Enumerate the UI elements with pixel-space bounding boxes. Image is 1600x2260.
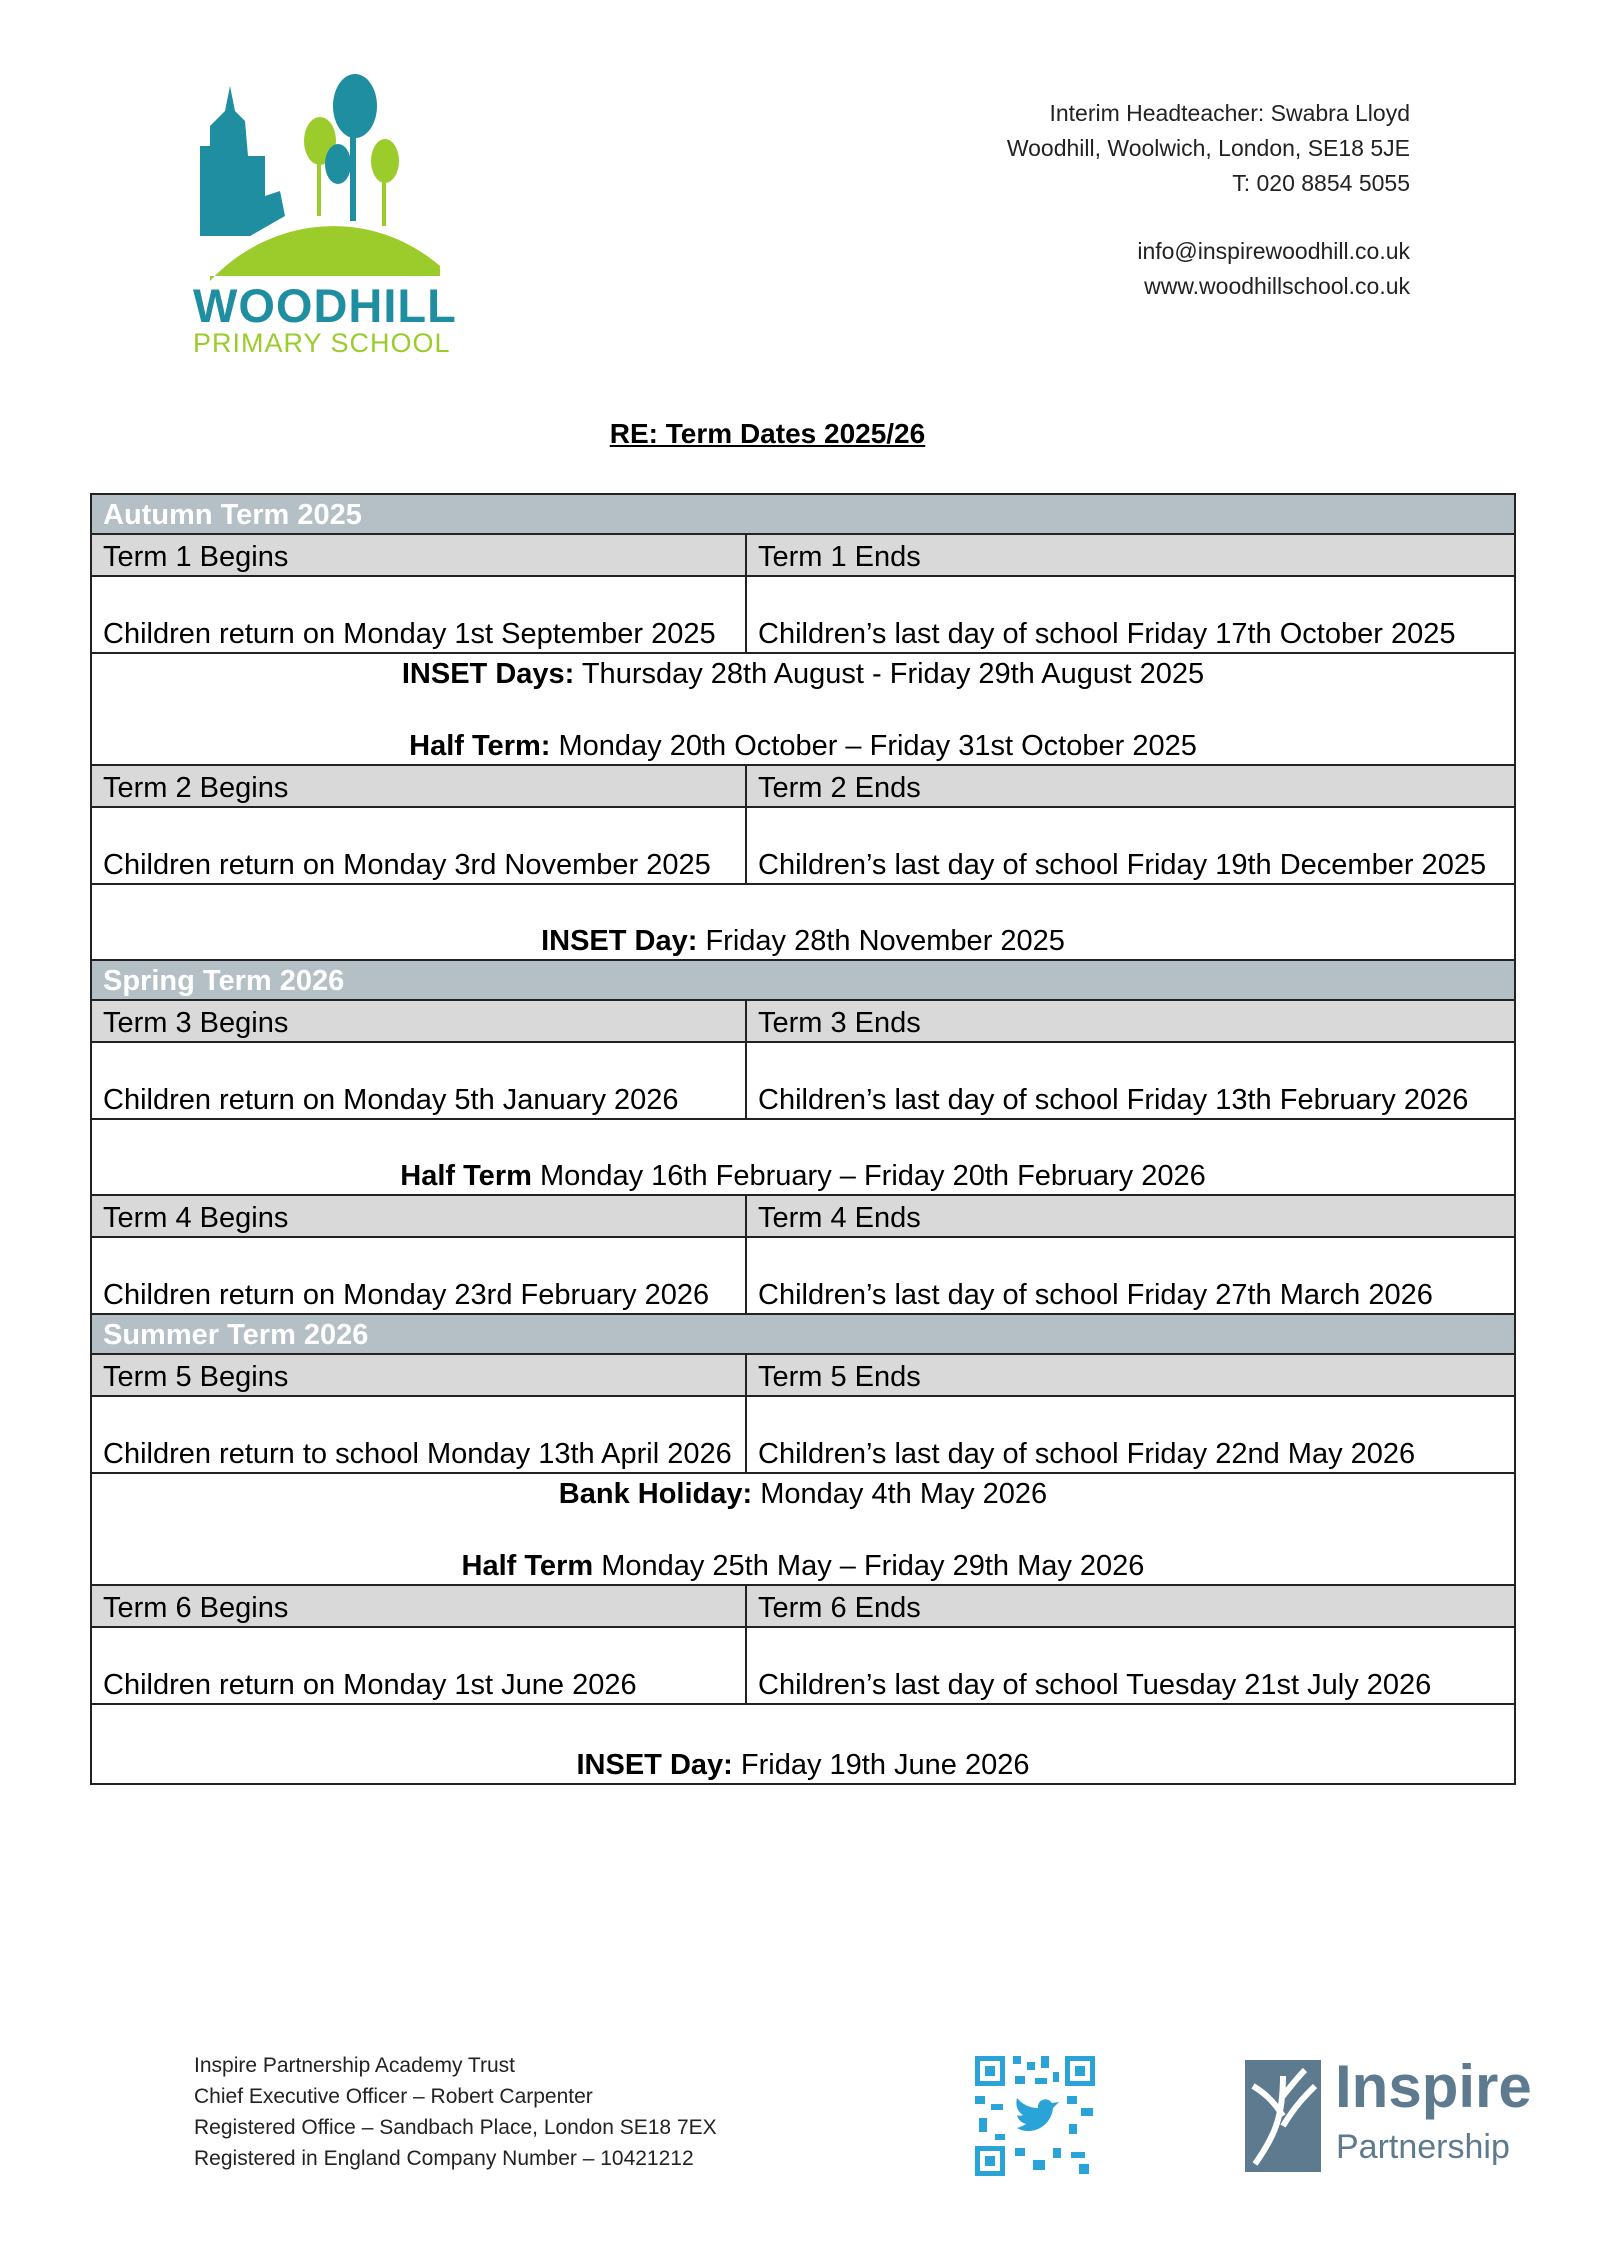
summer-inset-label: INSET Day: bbox=[576, 1749, 733, 1781]
spring-heading: Spring Term 2026 bbox=[91, 960, 1515, 1000]
trust-name: Inspire Partnership Academy Trust bbox=[194, 2054, 515, 2077]
term4-ends-label: Term 4 Ends bbox=[746, 1195, 1515, 1237]
summer-half-value: Monday 25th May – Friday 29th May 2026 bbox=[593, 1550, 1145, 1582]
phone: T: 020 8854 5055 bbox=[1232, 170, 1410, 196]
email-link[interactable]: info@inspirewoodhill.co.uk bbox=[1137, 238, 1410, 264]
term2-begins-label: Term 2 Begins bbox=[91, 765, 746, 807]
autumn-inset2 bbox=[91, 884, 1515, 960]
footer-info bbox=[194, 2050, 717, 2174]
term4-begins-label: Term 4 Begins bbox=[91, 1195, 746, 1237]
term6-begins-label: Term 6 Begins bbox=[91, 1585, 746, 1627]
term5-begin-value: Children return to school Monday 13th April 2026 bbox=[91, 1396, 746, 1473]
autumn-notes bbox=[91, 653, 1515, 765]
term2-end-value: Children’s last day of school Friday 19th December 2025 bbox=[746, 807, 1515, 884]
registered-office: Registered Office – Sandbach Place, London SE18 7EX bbox=[194, 2116, 717, 2139]
term1-end-value: Children’s last day of school Friday 17th October 2025 bbox=[746, 576, 1515, 653]
term5-ends-label: Term 5 Ends bbox=[746, 1354, 1515, 1396]
term1-begin-value: Children return on Monday 1st September 2025 bbox=[91, 576, 746, 653]
inset2-label: INSET Day: bbox=[541, 925, 698, 957]
half-term-label: Half Term: bbox=[409, 730, 551, 762]
ceo: Chief Executive Officer – Robert Carpenter bbox=[194, 2085, 593, 2108]
term5-end-value: Children’s last day of school Friday 22nd May 2026 bbox=[746, 1396, 1515, 1473]
inset2-value: Friday 28th November 2025 bbox=[697, 925, 1065, 957]
autumn-heading: Autumn Term 2025 bbox=[91, 494, 1515, 534]
summer-notes bbox=[91, 1473, 1515, 1585]
bank-holiday-label: Bank Holiday: bbox=[558, 1478, 753, 1510]
term3-end-value: Children’s last day of school Friday 13th February 2026 bbox=[746, 1042, 1515, 1119]
term1-begins-label: Term 1 Begins bbox=[91, 534, 746, 576]
term4-end-value: Children’s last day of school Friday 27th March 2026 bbox=[746, 1237, 1515, 1314]
term1-ends-label: Term 1 Ends bbox=[746, 534, 1515, 576]
term6-ends-label: Term 6 Ends bbox=[746, 1585, 1515, 1627]
spring-half-label: Half Term bbox=[400, 1160, 532, 1192]
term3-ends-label: Term 3 Ends bbox=[746, 1000, 1515, 1042]
spring-half-term bbox=[91, 1119, 1515, 1195]
partner-subtitle: Partnership bbox=[1336, 2128, 1510, 2166]
school-name: WOODHILL bbox=[193, 279, 457, 332]
summer-heading: Summer Term 2026 bbox=[91, 1314, 1515, 1354]
qr-code-icon[interactable] bbox=[975, 2056, 1095, 2176]
term-dates-table bbox=[90, 493, 1516, 1785]
inset-value: Thursday 28th August - Friday 29th August 2025 bbox=[574, 658, 1205, 690]
summer-half-label: Half Term bbox=[461, 1550, 594, 1582]
term2-begin-value: Children return on Monday 3rd November 2025 bbox=[91, 807, 746, 884]
inset-label: INSET Days: bbox=[401, 658, 575, 690]
term3-begin-value: Children return on Monday 5th January 2026 bbox=[91, 1042, 746, 1119]
contact-block bbox=[1007, 96, 1410, 304]
address: Woodhill, Woolwich, London, SE18 5JE bbox=[1006, 135, 1410, 161]
summer-inset-value: Friday 19th June 2026 bbox=[732, 1749, 1030, 1781]
term3-begins-label: Term 3 Begins bbox=[91, 1000, 746, 1042]
company-number: Registered in England Company Number – 10421212 bbox=[194, 2147, 694, 2170]
headteacher: Interim Headteacher: Swabra Lloyd bbox=[1049, 100, 1410, 126]
term5-begins-label: Term 5 Begins bbox=[91, 1354, 746, 1396]
term6-end-value: Children’s last day of school Tuesday 21st July 2026 bbox=[746, 1627, 1515, 1704]
term2-ends-label: Term 2 Ends bbox=[746, 765, 1515, 807]
half-term-value: Monday 20th October – Friday 31st October 2025 bbox=[550, 730, 1197, 762]
bank-holiday-value: Monday 4th May 2026 bbox=[752, 1478, 1048, 1510]
website-link[interactable]: www.woodhillschool.co.uk bbox=[1144, 273, 1410, 299]
term6-begin-value: Children return on Monday 1st June 2026 bbox=[91, 1627, 746, 1704]
page-title: RE: Term Dates 2025/26 bbox=[609, 418, 926, 449]
school-subtitle: PRIMARY SCHOOL bbox=[193, 328, 451, 358]
term4-begin-value: Children return on Monday 23rd February 2026 bbox=[91, 1237, 746, 1314]
spring-half-value: Monday 16th February – Friday 20th February 2026 bbox=[531, 1160, 1206, 1192]
partner-name: Inspire bbox=[1335, 2053, 1532, 2120]
summer-inset bbox=[91, 1704, 1515, 1784]
